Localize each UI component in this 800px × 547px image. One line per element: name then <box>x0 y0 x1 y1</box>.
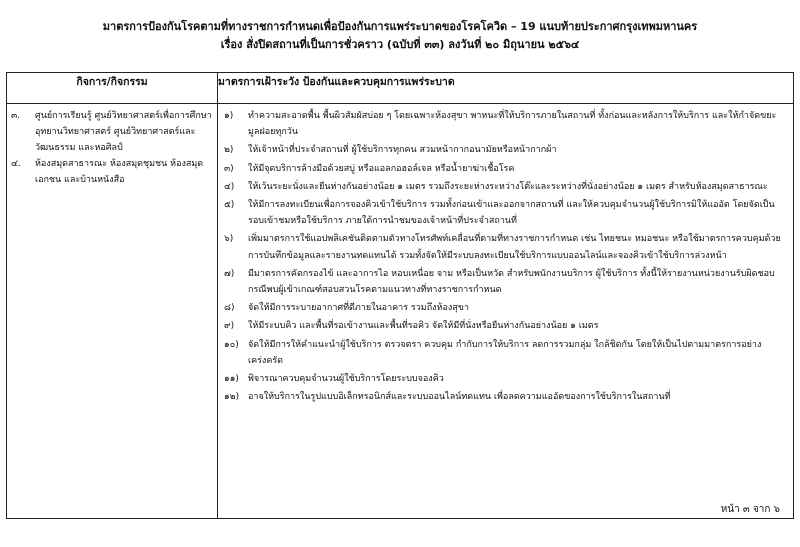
measure-number: ๑๐) <box>224 339 239 350</box>
measure-number: ๒) <box>224 145 234 156</box>
measure-item <box>224 337 787 369</box>
column-header-activity: กิจการ/กิจกรรม <box>7 73 218 104</box>
table-row <box>7 104 794 519</box>
measure-number: ๙) <box>224 321 235 332</box>
activity-text: ศูนย์การเรียนรู้ ศูนย์วิทยาศาสตร์เพื่อการศึกษา อุทยานวิทยาศาสตร์ ศูนย์วิทยาศาสตร์และวัฒนธรรม และหอศิลป์ <box>35 111 212 153</box>
measure-text: เพิ่มมาตรการใช้แอปพลิเคชันติดตามตัวทางโทรศัพท์เคลื่อนที่ตามที่ทางราชการกำหนด เช่น ไทยชนะ หมอชนะ หรือใช้มาตรการควบคุมด้วยการบันทึกข้อมูลและรายงานทดแทนได้ รวมทั้งจัดให้มีระบบลงทะเบียนใช้บริการแบบออนไลน์และจองคิวเข้าใช้บริการล่วงหน้า <box>248 234 781 261</box>
measure-text: ทำความสะอาดพื้น พื้นผิวสัมผัสบ่อย ๆ โดยเฉพาะห้องสุขา พาหนะที่ให้บริการภายในสถานที่ ทั้งก่อนและหลังการให้บริการ และให้กำจัดขยะมูลฝอยทุกวัน <box>248 111 777 138</box>
measure-number: ๗) <box>224 268 235 279</box>
measure-text: จัดให้มีการระบายอากาศที่ดีภายในอาคาร รวมถึงห้องสุขา <box>248 303 470 314</box>
measure-item <box>224 108 787 140</box>
measure-item <box>224 318 787 334</box>
activity-text: ห้องสมุดสาธารณะ ห้องสมุดชุมชน ห้องสมุดเอกชน และบ้านหนังสือ <box>35 159 204 185</box>
activity-cell <box>7 104 218 519</box>
measure-text: ให้มีจุดบริการล้างมือด้วยสบู่ หรือแอลกอฮอล์เจล หรือน้ำยาฆ่าเชื้อโรค <box>248 163 515 174</box>
measure-item <box>224 197 787 229</box>
page-number: หน้า ๓ จาก ๖ <box>720 504 780 515</box>
measure-text: จัดให้มีการให้คำแนะนำผู้ใช้บริการ ตรวจตรา ควบคุม กำกับการให้บริการ ลดการรวมกลุ่ม ใกล้ชิดกัน โดยให้เป็นไปตามมาตรการอย่างเคร่งครัด <box>248 339 762 366</box>
measure-text: อาจให้บริการในรูปแบบอิเล็กทรอนิกส์และระบบออนไลน์ทดแทน เพื่อลดความแออัดของการใช้บริการในสถานที่ <box>248 392 671 403</box>
measure-cell <box>218 104 794 519</box>
column-header-measure: มาตรการเฝ้าระวัง ป้องกันและควบคุมการแพร่ระบาด <box>218 73 794 104</box>
measure-item <box>224 142 787 158</box>
measure-number: ๘) <box>224 303 235 314</box>
measure-number: ๕) <box>224 200 235 211</box>
activity-item <box>11 156 213 188</box>
measures-table <box>6 72 794 519</box>
measure-number: ๓) <box>224 163 234 174</box>
measure-text: มีมาตรการคัดกรองไข้ และอาการไอ หอบเหนื่อย จาม หรือเป็นหวัด สำหรับพนักงานบริการ ผู้ใช้บริการ ทั้งนี้ให้รายงานหน่วยงานรับผิดชอบกรณีพบผู้เข้าเกณฑ์สอบสวนโรคตามแนวทางที่ทางราชการกำหนด <box>248 268 775 296</box>
measure-item <box>224 389 787 405</box>
measure-text: ให้เจ้าหน้าที่ประจำสถานที่ ผู้ใช้บริการทุกคน สวมหน้ากากอนามัยหรือหน้ากากผ้า <box>248 145 557 156</box>
measure-item <box>224 371 787 387</box>
measure-item <box>224 161 787 177</box>
measure-number: ๑๒) <box>224 392 240 403</box>
measure-item <box>224 266 787 298</box>
header-subtitle: เรื่อง สั่งปิดสถานที่เป็นการชั่วคราว (ฉบับที่ ๓๓) ลงวันที่ ๒๐ มิถุนายน ๒๕๖๔ <box>220 38 580 51</box>
measure-text: ให้มีระบบคิว และพื้นที่รอเข้างานและพื้นที่รอคิว จัดให้มีที่นั่งหรือยืนห่างกันอย่างน้อย ๑ เมตร <box>248 321 599 332</box>
measure-number: ๑๑) <box>224 374 239 385</box>
measure-text: ให้เว้นระยะนั่งและยืนห่างกันอย่างน้อย ๑ เมตร รวมถึงระยะห่างระหว่างโต๊ะและระหว่างที่นั่งอย่างน้อย ๑ เมตร สำหรับห้องสมุดสาธารณะ <box>248 181 768 192</box>
activity-number: ๓. <box>11 111 21 121</box>
measure-text: พิจารณาควบคุมจำนวนผู้ใช้บริการโดยระบบจองคิว <box>248 374 444 385</box>
document-header <box>0 18 800 54</box>
activity-item <box>11 108 213 156</box>
activity-number: ๔. <box>11 159 21 169</box>
table-header-row <box>7 73 794 104</box>
measure-text: ให้มีการลงทะเบียนเพื่อการจองคิวเข้าใช้บริการ รวมทั้งก่อนเข้าและออกจากสถานที่ และให้ควบคุมจำนวนผู้ใช้บริการมิให้แออัด โดยจัดเป็นรอบเข้าชมหรือใช้บริการ ภายใต้การนำชมของเจ้าหน้าที่ประจำสถานที่ <box>248 200 775 227</box>
measure-item <box>224 300 787 316</box>
header-title: มาตรการป้องกันโรคตามที่ทางราชการกำหนดเพื่อป้องกันการแพร่ระบาดของโรคโควิด – 19 แนบท้ายประกาศกรุงเทพมหานคร <box>102 20 698 33</box>
measure-number: ๑) <box>224 111 234 121</box>
measure-number: ๖) <box>224 234 234 245</box>
measure-number: ๔) <box>224 181 235 192</box>
measure-item <box>224 179 787 195</box>
measure-item <box>224 231 787 263</box>
